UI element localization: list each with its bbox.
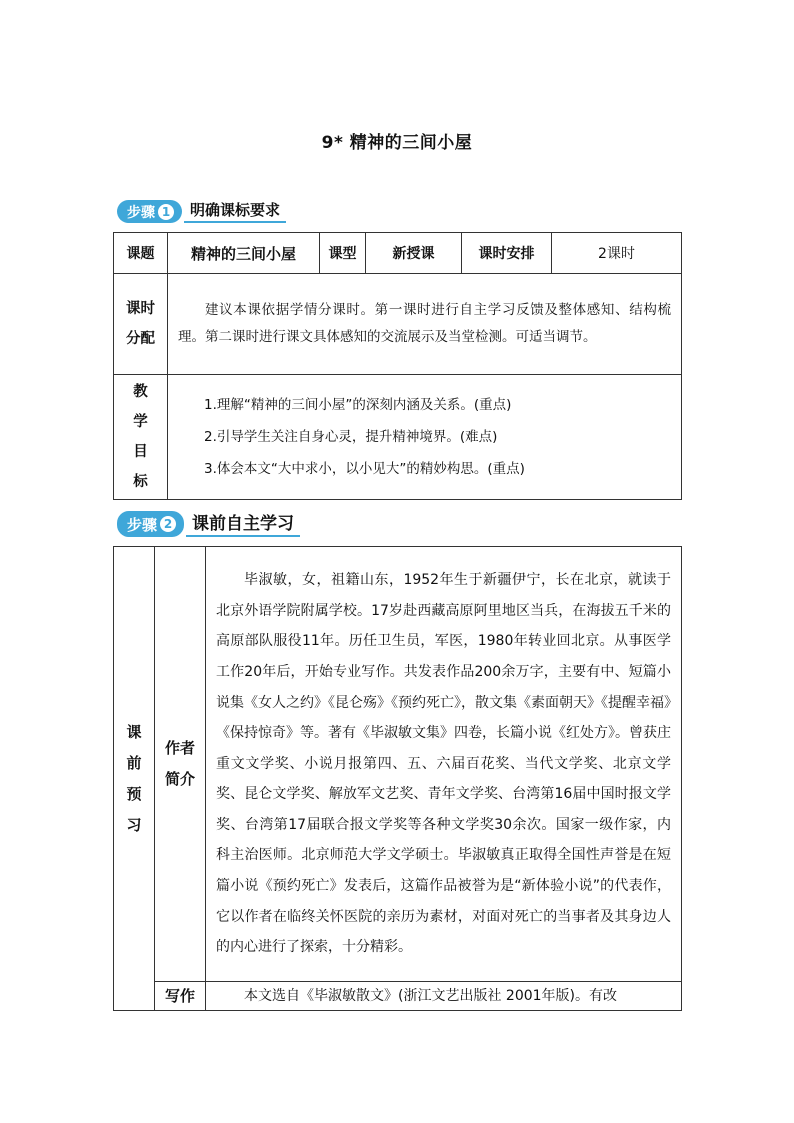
cell-type-label: 课型 bbox=[320, 233, 366, 274]
goal-item: 3.体会本文“大中求小，以小见大”的精妙构思。(重点) bbox=[204, 461, 525, 477]
writing-label: 写作 bbox=[155, 982, 206, 1011]
step-2-banner bbox=[117, 513, 300, 537]
allocation-label: 课时 分配 bbox=[114, 274, 168, 375]
step-1-banner bbox=[117, 199, 286, 223]
cell-schedule-label: 课时安排 bbox=[462, 233, 552, 274]
cell-type-value: 新授课 bbox=[366, 233, 462, 274]
author-intro-text: 毕淑敏，女，祖籍山东，1952年生于新疆伊宁，长在北京，就读于北京外语学院附属学校。17岁赴西藏高原阿里地区当兵，在海拔五千米的高原部队服役11年。历任卫生员，军医，1980年转业回北京。从事医学工作20年后，开始专业写作。共发表作品200余万字，主要有中、短篇小说集《女人之约》《昆仑殇》《预约死亡》，散文集《素面朝天》《提醒幸福》《保持惊奇》等。著有《毕淑敏文集》四卷，长篇小说《红处方》。曾获庄重文文学奖、小说月报第四、五、六届百花奖、当代文学奖、北京文学奖、昆仑文学奖、解放军文艺奖、青年文学奖、台湾第16届中国时报文学奖、台湾第17届联合报文学奖等各种文学奖30余次。国家一级作家，内科主治医师。北京师范大学文学硕士。毕淑敏真正取得全国性声誉是在短篇小说《预约死亡》发表后，这篇作品被誉为是“新体验小说”的代表作，它以作者在临终关怀医院的亲历为素材，对面对死亡的当事者及其身边人的内心进行了探索，十分精彩。 bbox=[206, 547, 682, 982]
step-2-pill bbox=[117, 511, 184, 537]
step-2-heading: 课前自主学习 bbox=[186, 509, 300, 537]
author-row bbox=[114, 547, 682, 982]
writing-text: 本文选自《毕淑敏散文》(浙江文艺出版社 2001年版)。有改 bbox=[206, 982, 682, 1011]
step-1-pill-label: 步骤 bbox=[127, 204, 155, 221]
preview-table bbox=[113, 546, 682, 1011]
step-1-heading: 明确课标要求 bbox=[184, 199, 286, 223]
preview-side-label: 课 前 预 习 bbox=[114, 547, 155, 1011]
allocation-row bbox=[114, 274, 682, 375]
step-1-number-badge: 1 bbox=[158, 204, 174, 220]
goal-item: 1.理解“精神的三间小屋”的深刻内涵及关系。(重点) bbox=[204, 397, 512, 413]
step-2-pill-label: 步骤 bbox=[127, 515, 158, 534]
goals-list bbox=[168, 375, 682, 500]
allocation-text: 建议本课依据学情分课时。第一课时进行自主学习反馈及整体感知、结构梳理。第二课时进行课文具体感知的交流展示及当堂检测。可适当调节。 bbox=[168, 274, 682, 375]
lesson-info-table bbox=[113, 232, 682, 500]
cell-topic-label: 课题 bbox=[114, 233, 168, 274]
cell-schedule-value: 2课时 bbox=[552, 233, 682, 274]
author-intro-label: 作者 简介 bbox=[155, 547, 206, 982]
writing-row bbox=[114, 982, 682, 1011]
step-1-pill bbox=[117, 200, 182, 223]
lesson-header-row bbox=[114, 233, 682, 274]
document-title: 9* 精神的三间小屋 bbox=[321, 133, 473, 153]
goal-item: 2.引导学生关注自身心灵，提升精神境界。(难点) bbox=[204, 429, 498, 445]
goals-label: 教 学 目 标 bbox=[114, 375, 168, 500]
cell-topic-value: 精神的三间小屋 bbox=[168, 233, 320, 274]
step-2-number-badge: 2 bbox=[160, 516, 176, 532]
goals-row bbox=[114, 375, 682, 500]
